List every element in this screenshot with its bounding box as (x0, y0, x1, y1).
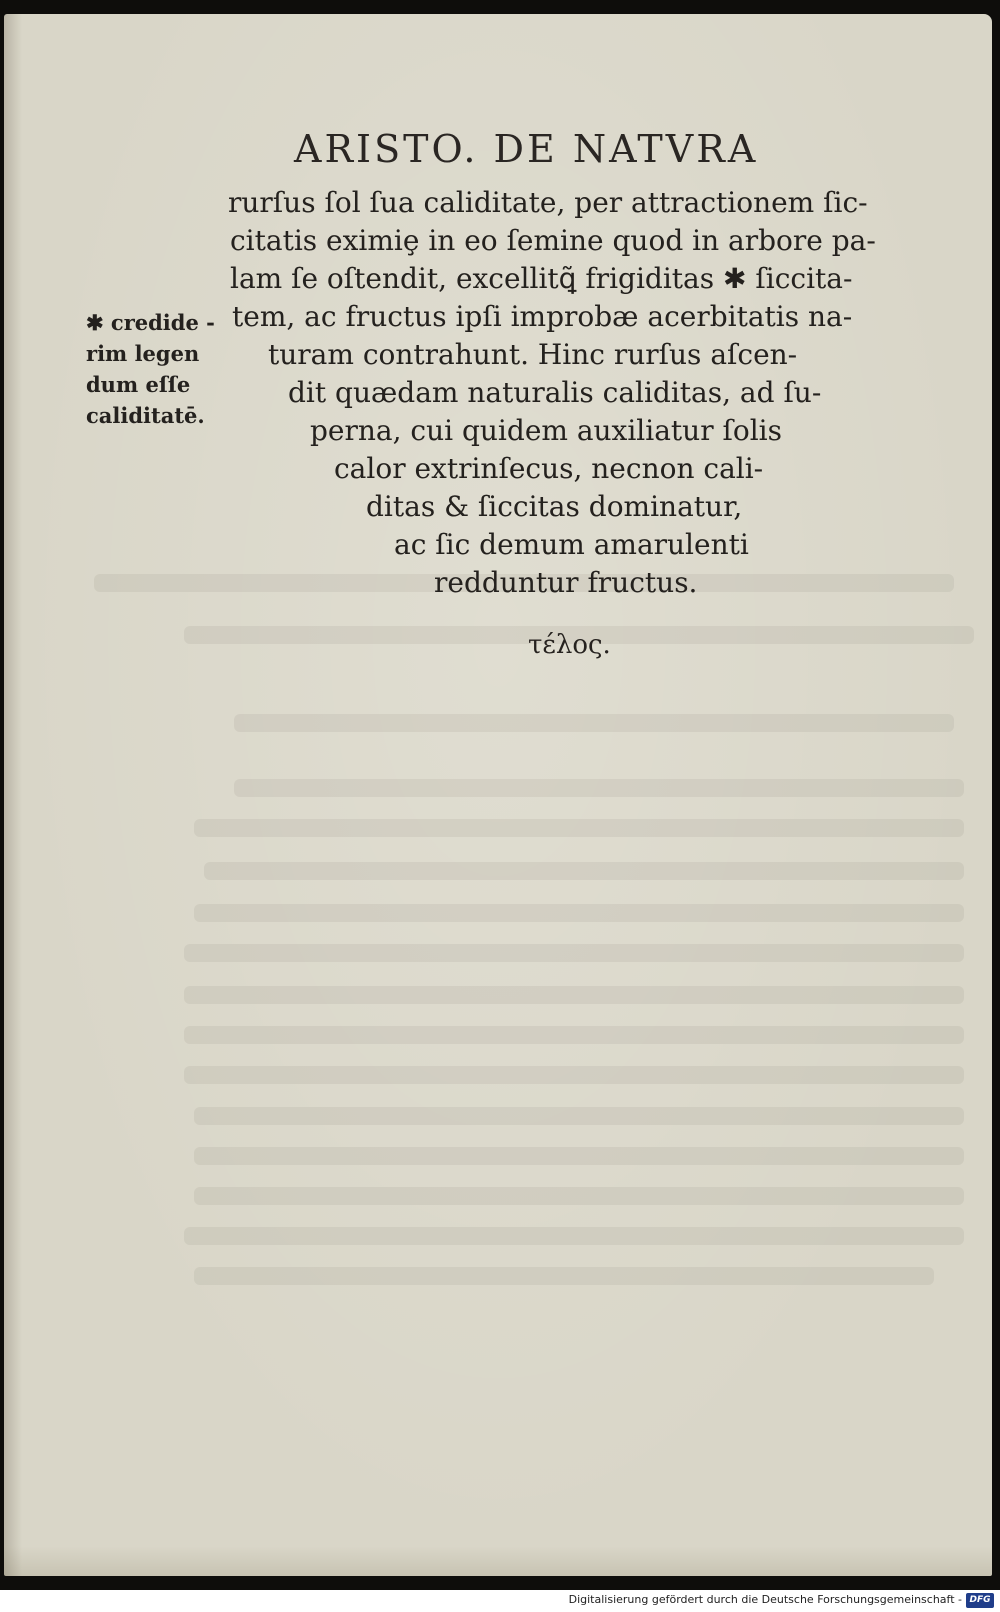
margin-note-line: rim legen (86, 341, 200, 366)
text-line: dit quædam naturalis caliditas, ad ſu- (288, 376, 822, 409)
text-line: turam contrahunt. Hinc rurſus aſcen- (268, 338, 798, 371)
footer-bar (0, 1590, 1000, 1612)
text-line: tem, ac fructus ipſi improbæ acerbitatis na- (232, 300, 853, 333)
ending-word: τέλος. (528, 630, 611, 660)
margin-note-line: ✱ credide - (86, 310, 215, 335)
margin-note-line: caliditatē. (86, 403, 205, 428)
text-line: citatis eximiȩ in eo ſemine quod in arbore pa- (230, 224, 876, 257)
text-line: perna, cui quidem auxiliatur ſolis (310, 414, 782, 447)
margin-note-line: dum eſſe (86, 372, 191, 397)
text-line: lam ſe oſtendit, excellitꝗ̃ frigiditas ✱ ſiccita- (230, 262, 853, 295)
marginal-note (86, 307, 215, 431)
dfg-logo-icon: DFG (966, 1593, 994, 1608)
text-line: redduntur fructus. (434, 566, 698, 599)
text-line: rurſus ſol ſua caliditate, per attractionem ſic- (228, 186, 868, 219)
text-line: ac ſic demum amarulenti (394, 528, 749, 561)
text-line: calor extrinſecus, necnon cali- (334, 452, 764, 485)
running-title: ARISTO. DE NATVRA (294, 127, 759, 171)
funding-credit: Digitalisierung gefördert durch die Deutsche Forschungsgemeinschaft - (568, 1593, 962, 1606)
text-line: ditas & ſiccitas dominatur, (366, 490, 743, 523)
